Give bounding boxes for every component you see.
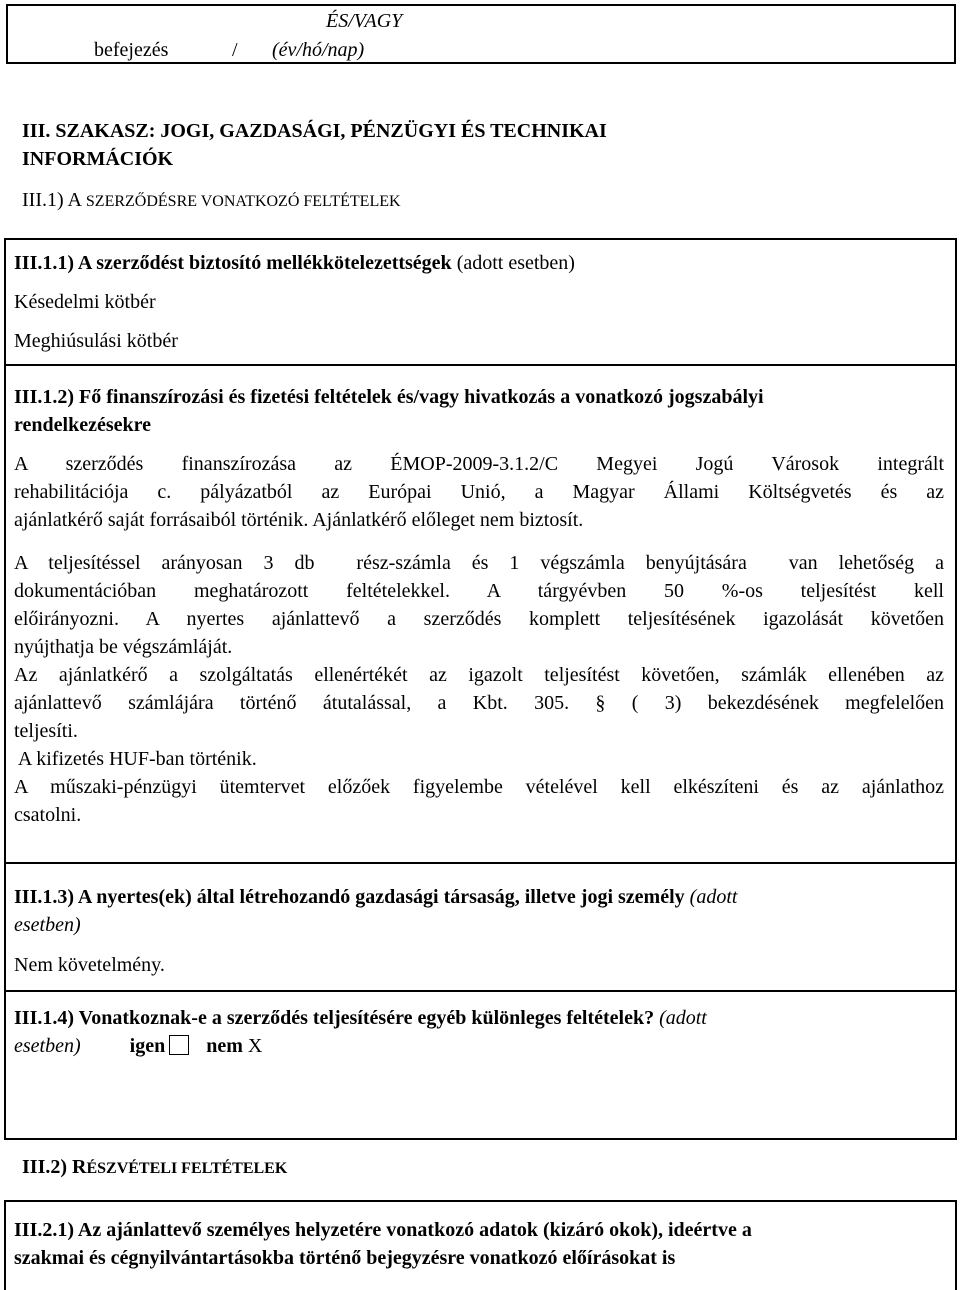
s311-heading-text: III.1.1) A szerződést biztosító mellékkötelezettségek [14,252,452,274]
s311-item-1: Késedelmi kötbér [14,291,156,313]
no-checkbox-mark[interactable]: X [247,1035,263,1057]
s32-title [22,1155,287,1181]
s313-note-part2: esetben) [14,914,81,936]
s313-heading-text: III.1.3) A nyertes(ek) által létrehozandó gazdasági társaság, illetve jogi személy [14,886,685,908]
s312-heading-line2: rendelkezésekre [14,414,152,436]
s312-p2-line: ajánlattevő számlájára történő átutalással, a Kbt. 305. § ( 3) bekezdésének megfelelően [14,692,944,714]
s313-note-part1: (adott [689,886,738,908]
yes-label: igen [129,1035,166,1057]
no-label: nem [206,1035,243,1057]
subsection-rest: SZERZŐDÉSRE VONATKOZÓ FELTÉTELEK [85,193,401,210]
s321-line1: III.2.1) Az ajánlattevő személyes helyzetére vonatkozó adatok (kizáró okok), ideértve a [14,1219,752,1241]
subsection-title [22,188,401,214]
end-label: befejezés [94,39,169,61]
s314-heading-text: III.1.4) Vonatkoznak-e a szerződés teljesítésére egyéb különleges feltételek? [14,1007,655,1029]
s311-item-2: Meghiúsulási kötbér [14,330,178,352]
s311-heading [14,251,575,275]
s312-p2-line: A teljesítéssel arányosan 3 db rész-számla és 1 végszámla benyújtására van lehetőség a [14,552,944,574]
s314-options-line [14,1034,262,1058]
date-slash: / [232,39,238,61]
date-format: (év/hó/nap) [272,39,365,61]
s312-p1-line: A szerződés finanszírozása az ÉMOP-2009-3.1.2/C Megyei Jogú Városok integrált [14,453,944,475]
section-title-line2: INFORMÁCIÓK [22,148,174,170]
s313-answer: Nem követelmény. [14,954,165,976]
s311-heading-note: (adott esetben) [456,252,575,274]
and-or-label: ÉS/VAGY [326,10,403,32]
box-321 [4,1200,957,1290]
yes-checkbox[interactable] [169,1035,189,1055]
s312-p2-line: Az ajánlatkérő a szolgáltatás ellenértékét az igazolt teljesítést követően, számlák ellenében az [14,664,944,686]
s321-line2: szakmai és cégnyilvántartásokba történő bejegyzésre vonatkozó előírásokat is [14,1247,676,1269]
s314-note-part1: (adott [659,1007,707,1029]
s32-rest: ÉSZVÉTELI FELTÉTELEK [86,1160,288,1177]
s312-p2-line: teljesíti. [14,720,78,742]
s312-p2-line: nyújthatja be végszámláját. [14,636,233,658]
s312-p2-line: előirányozni. A nyertes ajánlattevő a szerződés komplett teljesítésének igazolását követően [14,608,944,630]
subsection-prefix: III.1) A [22,189,86,211]
s312-heading-line1: III.1.2) Fő finanszírozási és fizetési feltételek és/vagy hivatkozás a vonatkozó jogszabályi [14,386,764,408]
s312-p2-line: csatolni. [14,804,82,826]
s312-p2-line: A műszaki-pénzügyi ütemtervet előzőek figyelembe vételével kell elkészíteni és az ajánlathoz [14,776,944,798]
s312-p1-line: rehabilitációja c. pályázatból az Európai Unió, a Magyar Állami Költségvetés és az [14,481,944,503]
s32-prefix: III.2) R [22,1156,87,1178]
s313-heading-line1 [14,885,737,909]
s314-heading-line1 [14,1006,707,1030]
s312-p2-line: A kifizetés HUF-ban történik. [14,748,257,770]
s312-p1-line: ajánlatkérő saját forrásaiból történik. Ajánlatkérő előleget nem biztosít. [14,509,584,531]
s314-note-part2: esetben) [14,1035,81,1057]
s312-p2-line: dokumentációban meghatározott feltételekkel. A tárgyévben 50 %-os teljesítést kell [14,580,944,602]
section-title-line1: III. SZAKASZ: JOGI, GAZDASÁGI, PÉNZÜGYI ÉS TECHNIKAI [22,120,607,142]
